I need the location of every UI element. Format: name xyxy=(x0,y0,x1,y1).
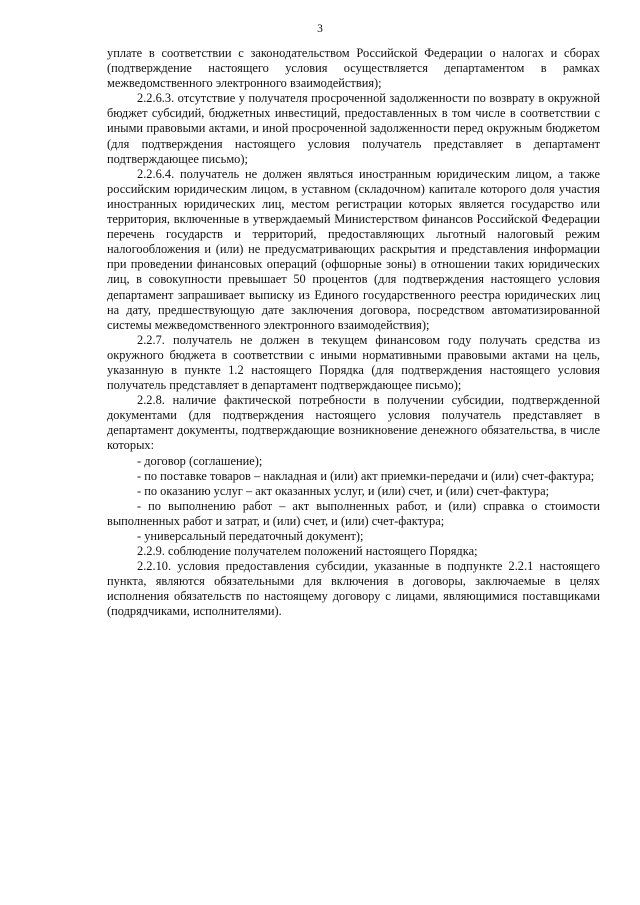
page-number: 3 xyxy=(317,23,323,35)
paragraph-2-2-9: 2.2.9. соблюдение получателем положений настоящего Порядка; xyxy=(137,544,478,559)
paragraph-2-2-7: 2.2.7. получатель не должен в текущем финансовом году получать средства из окружного бюджета в соответствии с иными нормативными правовыми актами на цель, указанную в пункте 1.2 настоящего Порядка (для подтверждения настоящего условия получатель представляет в департамент подтверждающее письмо); xyxy=(107,332,600,393)
paragraph-2-2-10: 2.2.10. условия предоставления субсидии, указанные в подпункте 2.2.1 настоящего пункта, являются обязательными для включения в договоры, заключаемые в целях исполнения обязательств по настоящему договору с лицами, являющимися поставщиками (подрядчиками, исполнителями). xyxy=(107,559,600,619)
list-item-goods-supply: - по поставке товаров – накладная и (или) акт приемки-передачи и (или) счет-фактура; xyxy=(137,468,595,483)
document-body xyxy=(107,46,600,620)
list-item-universal-document: - универсальный передаточный документ); xyxy=(137,529,364,543)
list-item-contract: - договор (соглашение); xyxy=(137,453,263,468)
list-item-services: - по оказанию услуг – акт оказанных услуг, и (или) счет, и (или) счет-фактура; xyxy=(137,483,550,498)
paragraph-2-2-8: 2.2.8. наличие фактической потребности в получении субсидии, подтвержденной документами (для подтверждения настоящего условия получатель представляет в департамент документы, подтверждающие возникновение денежного обязательства, в числе которых: xyxy=(107,393,600,453)
list-item-works: - по выполнению работ – акт выполненных работ, и (или) справка о стоимости выполненных работ и затрат, и (или) счет, и (или) счет-фактура; xyxy=(107,498,600,528)
paragraph-continuation: уплате в соответствии с законодательством Российской Федерации о налогах и сборах (подтверждение настоящего условия осуществляется департаментом в рамках межведомственного электронного взаимодействия); xyxy=(107,46,600,91)
paragraph-2-2-6-3: 2.2.6.3. отсутствие у получателя просроченной задолженности по возврату в окружной бюджет субсидий, бюджетных инвестиций, предоставленных в том числе в соответствии с иными правовыми актами, и иной просроченной задолженности перед окружным бюджетом (для подтверждения настоящего условия получатель представляет в департамент подтверждающее письмо); xyxy=(107,91,600,166)
paragraph-2-2-6-4: 2.2.6.4. получатель не должен являться иностранным юридическим лицом, а также российским юридическим лицом, в уставном (складочном) капитале которого доля участия иностранных юридических лиц, местом регистрации которых является государство или территория, включенные в утверждаемый Министерством финансов Российской Федерации перечень государств и территорий, предоставляющих льготный налоговый режим налогообложения и (или) не предусматривающих раскрытия и представления информации при проведении финансовых операций (офшорные зоны) в отношении таких юридических лиц, в совокупности превышает 50 процентов (для подтверждения настоящего условия департамент запрашивает выписку из Единого государственного реестра юридических лиц на дату, предшествующую дате заключения договора, посредством автоматизированной системы межведомственного электронного взаимодействия); xyxy=(107,166,600,332)
